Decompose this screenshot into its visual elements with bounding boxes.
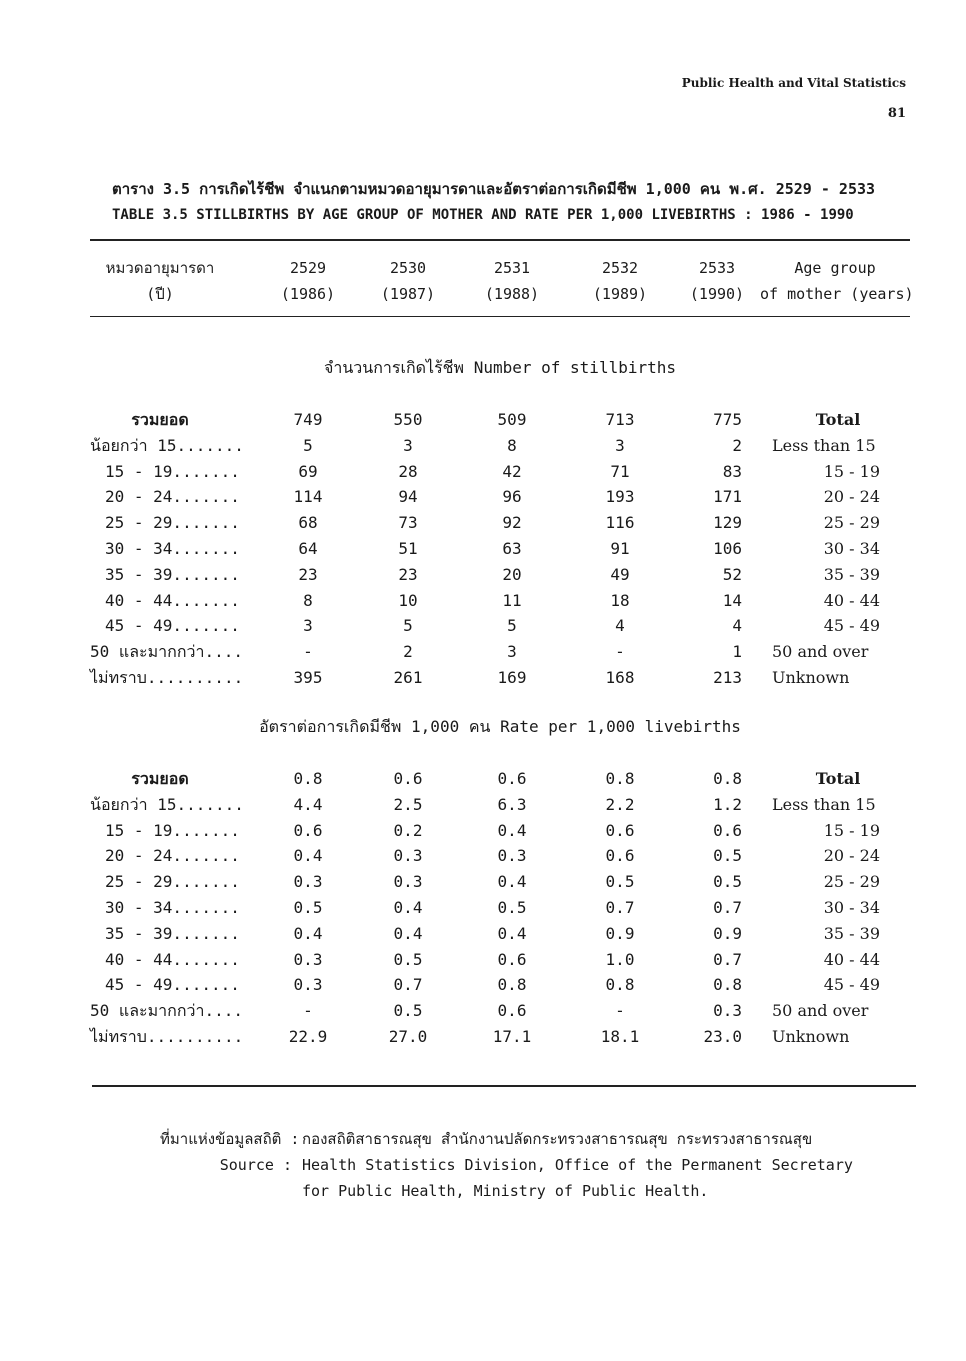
- table-cell: 0.7: [605, 898, 635, 917]
- table-cell: 550: [393, 410, 423, 429]
- table-cell: 129: [713, 513, 742, 533]
- row-label-english: 15 - 19: [823, 820, 880, 840]
- table-cell: 0.7: [713, 898, 742, 917]
- table-cell: 28: [398, 461, 418, 481]
- table-cell: 0.5: [393, 1001, 423, 1021]
- header-rule: [90, 316, 910, 317]
- table-cell: 213: [713, 668, 742, 687]
- year-ce-1990: (1990): [689, 285, 745, 303]
- table-cell: 0.3: [293, 975, 323, 995]
- row-label-english: Total: [815, 769, 861, 788]
- table-cell: 0.5: [605, 872, 635, 892]
- table-cell: 3: [615, 435, 625, 455]
- table-cell: 116: [605, 513, 635, 533]
- table-cell: 94: [398, 487, 418, 507]
- table-cell: 114: [293, 487, 323, 507]
- table-cell: 0.8: [605, 975, 635, 995]
- table-cell: 395: [293, 668, 323, 687]
- row-label-thai: น้อยกว่า 15.......: [90, 435, 244, 455]
- table-cell: 0.9: [605, 923, 635, 943]
- table-cell: 106: [713, 539, 742, 558]
- table-cell: 23: [398, 564, 418, 584]
- row-label-english: 15 - 19: [823, 461, 880, 481]
- row-label-thai: 30 - 34.......: [105, 898, 240, 917]
- table-cell: 0.4: [497, 820, 527, 840]
- table-cell: 0.5: [497, 898, 527, 917]
- row-label-english: 50 and over: [772, 1001, 869, 1021]
- table-cell: 0.4: [497, 872, 527, 892]
- table-cell: 509: [497, 410, 527, 429]
- top-rule: [90, 239, 910, 241]
- table-cell: 14: [722, 590, 742, 610]
- table-cell: 0.5: [713, 846, 742, 866]
- table-cell: 0.3: [497, 846, 527, 866]
- age-group-header-thai: หมวดอายุมารดา: [105, 259, 215, 277]
- table-cell: 96: [502, 487, 522, 507]
- table-cell: 4: [615, 616, 625, 636]
- table-cell: 0.3: [713, 1001, 742, 1021]
- row-label-english: 20 - 24: [823, 846, 880, 866]
- table-cell: 5: [403, 616, 413, 636]
- table-cell: -: [303, 642, 313, 662]
- row-label-thai: 45 - 49.......: [105, 616, 240, 636]
- table-cell: 0.7: [393, 975, 423, 995]
- table-cell: 6.3: [497, 794, 527, 814]
- table-cell: 0.3: [393, 872, 423, 892]
- age-group-header-english: Age group: [794, 259, 876, 277]
- table-cell: 51: [398, 539, 418, 558]
- table-cell: 2: [732, 435, 742, 455]
- table-cell: 0.8: [605, 769, 635, 788]
- table-cell: 71: [610, 461, 630, 481]
- table-cell: 2.5: [393, 794, 423, 814]
- source-label-english: Source :: [219, 1156, 292, 1174]
- table-cell: 2: [403, 642, 413, 662]
- age-group-unit-thai: (ปี): [146, 285, 174, 303]
- row-label-thai: ไม่ทราบ..........: [90, 1027, 244, 1046]
- table-cell: 52: [722, 564, 742, 584]
- table-cell: 169: [497, 668, 527, 687]
- table-cell: 1: [732, 642, 742, 662]
- table-cell: 0.6: [293, 820, 323, 840]
- row-label-english: 40 - 44: [823, 590, 880, 610]
- table-cell: 18.1: [600, 1027, 640, 1046]
- table-title: [112, 178, 875, 226]
- table-cell: 0.6: [497, 769, 527, 788]
- row-label-english: Unknown: [772, 1027, 850, 1046]
- table-cell: 713: [605, 410, 635, 429]
- table-cell: 0.4: [293, 923, 323, 943]
- table-cell: 68: [298, 513, 318, 533]
- table-cell: 168: [605, 668, 635, 687]
- table-cell: 171: [713, 487, 742, 507]
- table-cell: 0.6: [713, 820, 742, 840]
- row-label-english: Less than 15: [772, 435, 876, 455]
- table-cell: 4: [732, 616, 742, 636]
- row-label-thai: 20 - 24.......: [105, 846, 240, 866]
- row-label-english: Less than 15: [772, 794, 876, 814]
- table-cell: 49: [610, 564, 630, 584]
- row-label-english: 25 - 29: [823, 513, 880, 533]
- row-label-thai: 15 - 19.......: [105, 820, 240, 840]
- table-cell: 5: [303, 435, 313, 455]
- table-cell: 42: [502, 461, 522, 481]
- table-cell: 11: [502, 590, 522, 610]
- table-cell: 3: [507, 642, 517, 662]
- table-cell: 0.6: [497, 949, 527, 969]
- table-cell: 22.9: [288, 1027, 328, 1046]
- row-label-thai: 35 - 39.......: [105, 564, 240, 584]
- row-label-thai: 25 - 29.......: [105, 513, 240, 533]
- table-cell: 0.5: [713, 872, 742, 892]
- table-cell: -: [615, 642, 625, 662]
- section-heading: อัตราต่อการเกิดมีชีพ 1,000 คน Rate per 1,000 livebirths: [259, 717, 741, 736]
- row-label-english: Unknown: [772, 668, 850, 687]
- table-cell: 8: [303, 590, 313, 610]
- table-cell: 0.8: [713, 769, 742, 788]
- source-text-thai: กองสถิติสาธารณสุข สำนักงานปลัดกระทรวงสาธารณสุข กระทรวงสาธารณสุข: [302, 1130, 813, 1148]
- row-label-thai: 20 - 24.......: [105, 487, 240, 507]
- table-cell: 193: [605, 487, 635, 507]
- table-cell: 18: [610, 590, 630, 610]
- source-label-thai: ที่มาแห่งข้อมูลสถิติ :: [160, 1130, 300, 1148]
- table-cell: 0.3: [293, 872, 323, 892]
- year-ce-1987: (1987): [380, 285, 436, 303]
- year-be-1988: 2531: [493, 259, 531, 277]
- row-label-english: 35 - 39: [823, 564, 880, 584]
- row-label-english: 30 - 34: [823, 898, 880, 917]
- row-label-thai: 35 - 39.......: [105, 923, 240, 943]
- row-label-thai: 45 - 49.......: [105, 975, 240, 995]
- row-label-english: 25 - 29: [823, 872, 880, 892]
- table-cell: 0.9: [713, 923, 742, 943]
- table-cell: 0.3: [293, 949, 323, 969]
- row-label-english: 45 - 49: [823, 616, 880, 636]
- table-cell: 91: [610, 539, 630, 558]
- year-ce-1989: (1989): [592, 285, 648, 303]
- table-cell: 5: [507, 616, 517, 636]
- table-cell: 0.3: [393, 846, 423, 866]
- row-label-thai: 40 - 44.......: [105, 949, 240, 969]
- table-cell: -: [615, 1001, 625, 1021]
- table-cell: 0.4: [497, 923, 527, 943]
- year-be-1989: 2532: [601, 259, 639, 277]
- table-cell: 4.4: [293, 794, 323, 814]
- row-label-thai: ไม่ทราบ..........: [90, 668, 244, 687]
- table-cell: 749: [293, 410, 323, 429]
- table-cell: 0.6: [497, 1001, 527, 1021]
- table-cell: 0.5: [393, 949, 423, 969]
- bottom-rule: [92, 1085, 916, 1087]
- table-cell: 10: [398, 590, 418, 610]
- table-cell: 92: [502, 513, 522, 533]
- table-cell: 0.4: [293, 846, 323, 866]
- table-cell: 0.8: [713, 975, 742, 995]
- table-cell: 2.2: [605, 794, 635, 814]
- table-cell: 775: [713, 410, 742, 429]
- row-label-thai: น้อยกว่า 15.......: [90, 794, 244, 814]
- table-cell: 1.2: [713, 794, 742, 814]
- table-title-english: TABLE 3.5 STILLBIRTHS BY AGE GROUP OF MOTHER AND RATE PER 1,000 LIVEBIRTHS : 1986 - 1990: [112, 207, 854, 223]
- row-label-thai: 15 - 19.......: [105, 461, 240, 481]
- row-label-english: 45 - 49: [823, 975, 880, 995]
- table-cell: 0.6: [605, 820, 635, 840]
- age-group-unit-english: of mother (years): [760, 285, 914, 303]
- table-cell: 0.8: [497, 975, 527, 995]
- table-cell: 8: [507, 435, 517, 455]
- table-cell: 0.8: [293, 769, 323, 788]
- table-cell: 3: [403, 435, 413, 455]
- row-label-english: 30 - 34: [823, 539, 880, 558]
- row-label-thai: 25 - 29.......: [105, 872, 240, 892]
- running-head: Public Health and Vital Statistics: [681, 76, 906, 90]
- year-be-1987: 2530: [389, 259, 427, 277]
- row-label-thai: 50 และมากกว่า....: [90, 642, 244, 662]
- table-cell: 0.6: [393, 769, 423, 788]
- row-label-thai: รวมยอด: [131, 410, 189, 429]
- row-label-thai: 30 - 34.......: [105, 539, 240, 558]
- page-number: 81: [887, 106, 906, 121]
- table-cell: 3: [303, 616, 313, 636]
- row-label-english: 40 - 44: [823, 949, 880, 969]
- table-cell: 1.0: [605, 949, 635, 969]
- row-label-english: Total: [815, 410, 861, 429]
- source-text-english-line2: for Public Health, Ministry of Public Health.: [302, 1182, 709, 1200]
- table-cell: 73: [398, 513, 418, 533]
- row-label-english: 20 - 24: [823, 487, 880, 507]
- year-ce-1986: (1986): [280, 285, 336, 303]
- table-cell: 23: [298, 564, 318, 584]
- row-label-thai: รวมยอด: [131, 769, 189, 788]
- table-cell: 0.4: [393, 898, 423, 917]
- table-cell: 20: [502, 564, 522, 584]
- table-cell: -: [303, 1001, 313, 1021]
- row-label-thai: 50 และมากกว่า....: [90, 1001, 244, 1021]
- section-heading: จำนวนการเกิดไร้ชีพ Number of stillbirths: [324, 358, 676, 377]
- table-cell: 27.0: [388, 1027, 428, 1046]
- table-cell: 0.7: [713, 949, 742, 969]
- source-text-english-line1: Health Statistics Division, Office of the Permanent Secretary: [302, 1156, 853, 1174]
- year-ce-1988: (1988): [484, 285, 540, 303]
- table-cell: 261: [393, 668, 423, 687]
- table-cell: 0.5: [293, 898, 323, 917]
- table-cell: 0.4: [393, 923, 423, 943]
- row-label-thai: 40 - 44.......: [105, 590, 240, 610]
- table-cell: 69: [298, 461, 318, 481]
- table-cell: 0.6: [605, 846, 635, 866]
- year-be-1990: 2533: [698, 259, 736, 277]
- table-cell: 64: [298, 539, 318, 558]
- table-cell: 17.1: [492, 1027, 532, 1046]
- table-cell: 83: [722, 461, 742, 481]
- table-cell: 63: [502, 539, 522, 558]
- row-label-english: 35 - 39: [823, 923, 880, 943]
- table-cell: 0.2: [393, 820, 423, 840]
- table-cell: 23.0: [703, 1027, 742, 1046]
- year-be-1986: 2529: [289, 259, 327, 277]
- row-label-english: 50 and over: [772, 642, 869, 662]
- table-title-thai: ตาราง 3.5 การเกิดไร้ชีพ จำแนกตามหมวดอายุมารดาและอัตราต่อการเกิดมีชีพ 1,000 คน พ.ศ. 2529 - 2533: [112, 180, 876, 198]
